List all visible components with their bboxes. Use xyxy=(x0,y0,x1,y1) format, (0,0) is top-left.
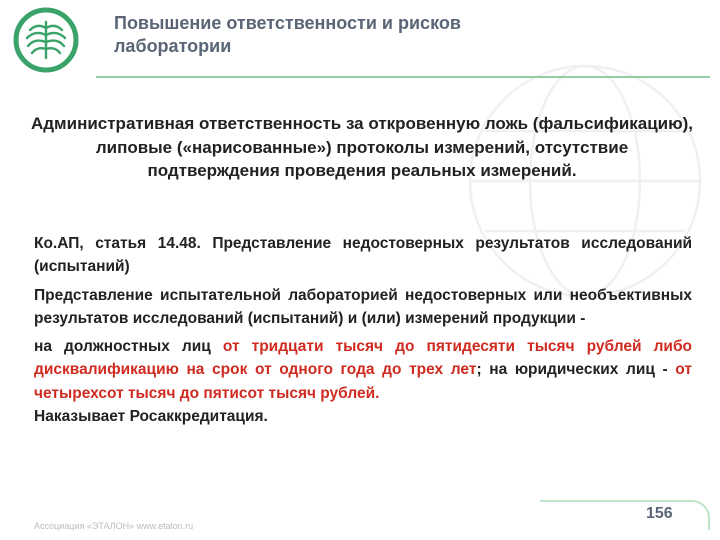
title-line-2: лаборатории xyxy=(114,36,232,56)
paragraph-authority: Наказывает Росаккредитация. xyxy=(34,408,268,426)
title-line-1: Повышение ответственности и рисков xyxy=(114,13,461,33)
footer-organization: Ассоциация «ЭТАЛОН» www.etalon.ru xyxy=(34,521,194,531)
penalty-officials-amount: от тридцати тысяч до пятидесяти тысяч рублей либо дисквалификацию на срок от одного года до трех лет xyxy=(34,338,692,379)
page-number-frame xyxy=(540,500,710,530)
header-divider xyxy=(96,76,710,78)
slide-title xyxy=(114,12,694,58)
penalty-officials-label: на должностных лиц xyxy=(34,338,223,356)
paragraph-article: Ко.АП, статья 14.48. Представление недостоверных результатов исследований (испытаний) xyxy=(34,235,692,276)
lead-paragraph: Административная ответственность за откровенную ложь (фальсификацию), липовые («нарисованные») протоколы измерений, отсутствие подтверждения проведения реальных измерений. xyxy=(30,114,694,180)
laurel-leaf-logo-icon xyxy=(12,6,80,74)
penalty-legal-amount: от четырехсот тысяч до пятисот тысяч рублей. xyxy=(34,361,692,402)
page-number: 156 xyxy=(646,505,673,522)
paragraph-offense: Представление испытательной лабораторией недостоверных или необъективных результатов исследований (испытаний) и (или) измерений продукции - xyxy=(34,286,692,327)
paragraph-penalties xyxy=(34,335,692,405)
body-text xyxy=(34,232,692,433)
penalty-legal-label: ; на юридических лиц - xyxy=(476,361,676,379)
